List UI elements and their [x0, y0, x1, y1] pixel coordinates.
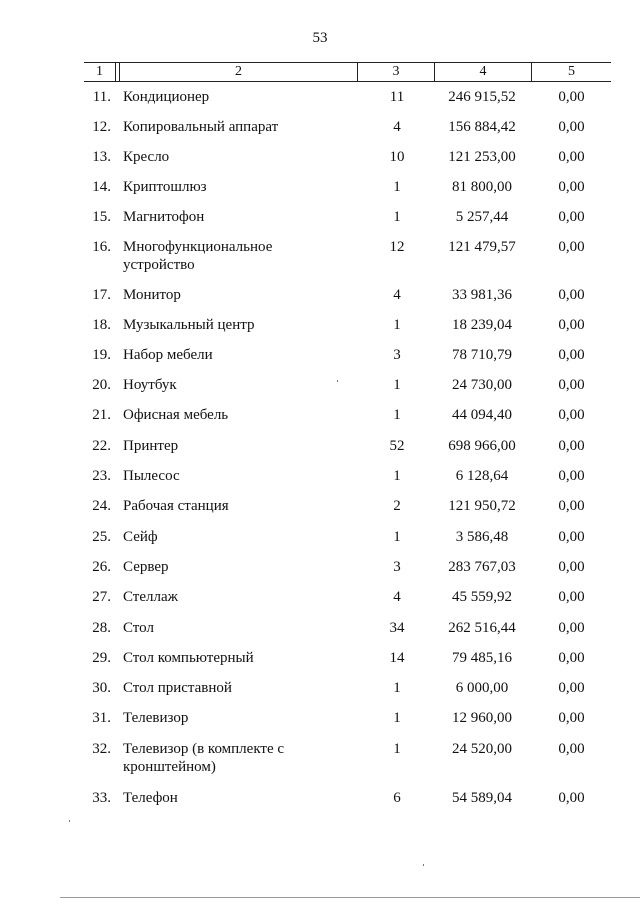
item-cost: 121 253,00 [448, 149, 516, 165]
item-cost: 24 520,00 [452, 741, 512, 757]
item-cost: 246 915,52 [448, 89, 516, 105]
row-number: 24. [92, 498, 111, 514]
item-name: Телевизор (в комплекте с кронштейном) [123, 741, 285, 775]
item-quantity: 1 [393, 179, 401, 195]
row-number: 17. [92, 287, 111, 303]
scan-speck [423, 864, 424, 866]
item-residual: 0,00 [558, 287, 585, 303]
item-name: Рабочая станция [123, 498, 229, 514]
item-quantity: 1 [393, 209, 401, 225]
table-header [84, 62, 611, 82]
item-residual: 0,00 [558, 710, 585, 726]
header-col-2: 2 [235, 64, 242, 79]
item-residual: 0,00 [558, 119, 585, 135]
item-residual: 0,00 [558, 239, 585, 255]
item-cost: 5 257,44 [455, 209, 509, 225]
item-name: Кондиционер [123, 89, 210, 105]
item-residual: 0,00 [558, 347, 585, 363]
item-quantity: 6 [393, 790, 401, 806]
row-number: 32. [92, 741, 111, 757]
item-name: Сервер [123, 559, 169, 575]
item-cost: 12 960,00 [452, 710, 512, 726]
item-cost: 78 710,79 [452, 347, 512, 363]
item-quantity: 10 [389, 149, 405, 165]
item-name: Магнитофон [123, 209, 205, 225]
item-quantity: 4 [393, 287, 401, 303]
row-number: 30. [92, 680, 111, 696]
item-residual: 0,00 [558, 498, 585, 514]
item-quantity: 1 [393, 468, 401, 484]
header-col-1: 1 [96, 64, 103, 79]
item-name: Телефон [123, 790, 178, 806]
item-name: Многофункциональное устройство [123, 239, 273, 273]
item-name: Копировальный аппарат [123, 119, 279, 135]
item-quantity: 1 [393, 529, 401, 545]
row-number: 26. [92, 559, 111, 575]
item-cost: 33 981,36 [452, 287, 512, 303]
row-number: 22. [92, 438, 111, 454]
item-quantity: 34 [389, 620, 405, 636]
item-residual: 0,00 [558, 149, 585, 165]
item-cost: 698 966,00 [448, 438, 516, 454]
item-cost: 24 730,00 [452, 377, 512, 393]
row-number: 27. [92, 589, 111, 605]
item-quantity: 1 [393, 741, 401, 757]
item-quantity: 1 [393, 407, 401, 423]
item-cost: 79 485,16 [452, 650, 512, 666]
item-quantity: 3 [393, 559, 401, 575]
item-name: Криптошлюз [123, 179, 207, 195]
item-quantity: 52 [389, 438, 405, 454]
item-cost: 262 516,44 [448, 620, 516, 636]
item-quantity: 14 [389, 650, 405, 666]
row-number: 16. [92, 239, 111, 255]
header-separator [115, 63, 116, 81]
item-name: Стол приставной [123, 680, 232, 696]
item-cost: 18 239,04 [452, 317, 512, 333]
item-residual: 0,00 [558, 559, 585, 575]
header-col-4: 4 [479, 64, 487, 79]
row-number: 33. [92, 790, 111, 806]
bottom-rule [60, 897, 640, 898]
item-cost: 283 767,03 [448, 559, 516, 575]
item-name: Ноутбук [123, 377, 177, 393]
item-residual: 0,00 [558, 650, 585, 666]
header-col-3: 3 [392, 64, 400, 79]
row-number: 28. [92, 620, 111, 636]
row-number: 18. [92, 317, 111, 333]
item-residual: 0,00 [558, 438, 585, 454]
row-number: 19. [92, 347, 111, 363]
item-quantity: 12 [389, 239, 405, 255]
item-residual: 0,00 [558, 529, 585, 545]
item-quantity: 1 [393, 317, 401, 333]
item-quantity: 4 [393, 119, 401, 135]
header-col-5: 5 [568, 64, 575, 79]
row-number: 21. [92, 407, 111, 423]
item-cost: 156 884,42 [448, 119, 516, 135]
row-number: 25. [92, 529, 111, 545]
item-cost: 6 128,64 [455, 468, 509, 484]
item-quantity: 1 [393, 377, 401, 393]
item-cost: 44 094,40 [452, 407, 512, 423]
row-number: 20. [92, 377, 111, 393]
item-quantity: 1 [393, 680, 401, 696]
row-number: 29. [92, 650, 111, 666]
item-residual: 0,00 [558, 179, 585, 195]
row-number: 14. [92, 179, 111, 195]
item-residual: 0,00 [558, 407, 585, 423]
item-name: Монитор [123, 287, 181, 303]
item-quantity: 1 [393, 710, 401, 726]
row-number: 12. [92, 119, 111, 135]
item-residual: 0,00 [558, 89, 585, 105]
item-residual: 0,00 [558, 317, 585, 333]
item-name: Стол [123, 620, 154, 636]
item-name: Стеллаж [123, 589, 179, 605]
item-quantity: 11 [389, 89, 405, 105]
row-number: 23. [92, 468, 111, 484]
item-cost: 45 559,92 [452, 589, 512, 605]
item-name: Принтер [123, 438, 179, 454]
item-cost: 121 479,57 [448, 239, 516, 255]
item-name: Пылесос [123, 468, 180, 484]
item-name: Офисная мебель [123, 407, 229, 423]
item-quantity: 3 [393, 347, 401, 363]
row-number: 11. [92, 89, 111, 105]
item-name: Музыкальный центр [123, 317, 255, 333]
item-name: Сейф [123, 529, 158, 545]
item-cost: 121 950,72 [448, 498, 516, 514]
item-cost: 81 800,00 [452, 179, 512, 195]
row-number: 15. [92, 209, 111, 225]
item-quantity: 4 [393, 589, 401, 605]
item-residual: 0,00 [558, 741, 585, 757]
scan-speck [69, 820, 70, 822]
row-number: 31. [92, 710, 111, 726]
item-name: Набор мебели [123, 347, 213, 363]
page-number: 53 [312, 30, 328, 46]
item-cost: 3 586,48 [455, 529, 509, 545]
item-cost: 6 000,00 [455, 680, 509, 696]
item-residual: 0,00 [558, 209, 585, 225]
item-residual: 0,00 [558, 377, 585, 393]
item-name: Стол компьютерный [123, 650, 254, 666]
item-quantity: 2 [393, 498, 401, 514]
item-name: Кресло [123, 149, 170, 165]
item-cost: 54 589,04 [452, 790, 512, 806]
item-residual: 0,00 [558, 790, 585, 806]
item-name: Телевизор [123, 710, 189, 726]
item-residual: 0,00 [558, 468, 585, 484]
item-residual: 0,00 [558, 589, 585, 605]
scan-speck [337, 380, 338, 382]
item-residual: 0,00 [558, 680, 585, 696]
row-number: 13. [92, 149, 111, 165]
item-residual: 0,00 [558, 620, 585, 636]
